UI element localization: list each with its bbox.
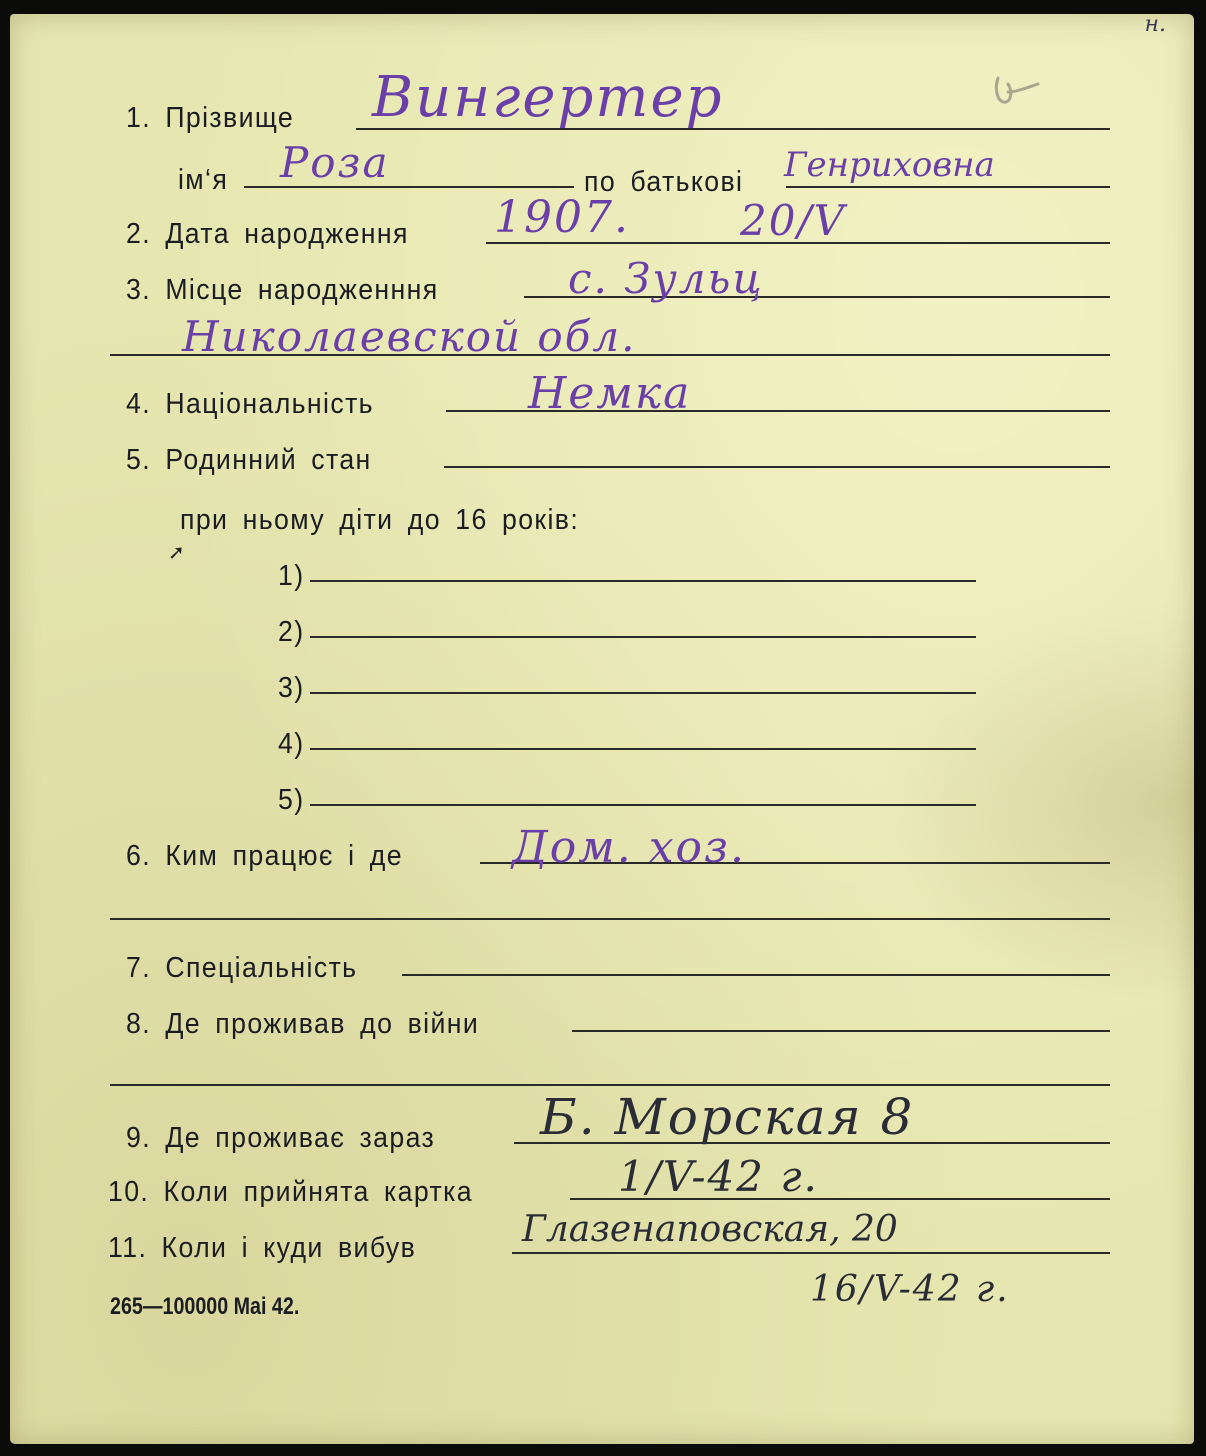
value-birth-day: 20/V <box>740 196 846 245</box>
label-departure: 11. Коли і куди вибув <box>108 1232 417 1264</box>
line-speciality <box>402 974 1110 976</box>
value-current-residence: Б. Морская 8 <box>540 1088 915 1146</box>
value-surname: Вингертер <box>372 65 724 130</box>
pencil-scribble <box>992 70 1042 110</box>
child-3-label: 3) <box>278 672 305 704</box>
value-occupation: Дом. хоз. <box>512 822 747 873</box>
value-card-accepted: 1/V-42 г. <box>618 1152 819 1201</box>
ink-mark: ➚ <box>168 542 185 564</box>
child-2-line <box>310 636 976 638</box>
label-current-residence: 9. Де проживає зараз <box>126 1122 436 1154</box>
print-code: 265—100000 Mai 42. <box>110 1293 300 1320</box>
value-departure-date: 16/V-42 г. <box>810 1269 1010 1310</box>
value-birth-year: 1907. <box>494 192 630 243</box>
label-surname: 1. Прізвище <box>126 102 295 134</box>
label-marital-status: 5. Родинний стан <box>126 444 372 476</box>
child-4-label: 4) <box>278 728 305 760</box>
label-patronymic: по батькові <box>584 166 744 198</box>
label-prewar-residence: 8. Де проживав до війни <box>126 1008 480 1040</box>
label-first-name: ім‘я <box>178 164 229 196</box>
label-children: при ньому діти до 16 років: <box>180 504 580 536</box>
line-marital-status <box>444 466 1110 468</box>
line-patronymic <box>786 186 1110 188</box>
child-3-line <box>310 692 976 694</box>
child-1-label: 1) <box>278 560 305 592</box>
label-birth-date: 2. Дата народження <box>126 218 409 250</box>
corner-mark: н. <box>1144 12 1166 37</box>
label-birth-place: 3. Місце народженння <box>126 274 439 306</box>
child-1-line <box>310 580 976 582</box>
line-occupation-2 <box>110 918 1110 920</box>
value-nationality: Немка <box>528 368 692 419</box>
value-birth-region: Николаевской обл. <box>182 312 637 361</box>
value-birth-place: с. Зульц <box>568 254 764 303</box>
line-prewar-residence <box>572 1030 1110 1032</box>
value-departure: Глазенаповская, 20 <box>522 1209 898 1250</box>
line-departure <box>512 1252 1110 1254</box>
label-nationality: 4. Національність <box>126 388 374 420</box>
child-2-label: 2) <box>278 616 305 648</box>
label-card-accepted: 10. Коли прийнята картка <box>108 1176 473 1208</box>
child-5-line <box>310 804 976 806</box>
child-4-line <box>310 748 976 750</box>
value-first-name: Роза <box>280 138 390 187</box>
label-occupation: 6. Ким працює і де <box>126 840 403 872</box>
child-5-label: 5) <box>278 784 305 816</box>
label-speciality: 7. Спеціальність <box>126 952 358 984</box>
line-prewar-residence-2 <box>110 1084 1110 1086</box>
value-patronymic: Генриховна <box>784 145 995 185</box>
